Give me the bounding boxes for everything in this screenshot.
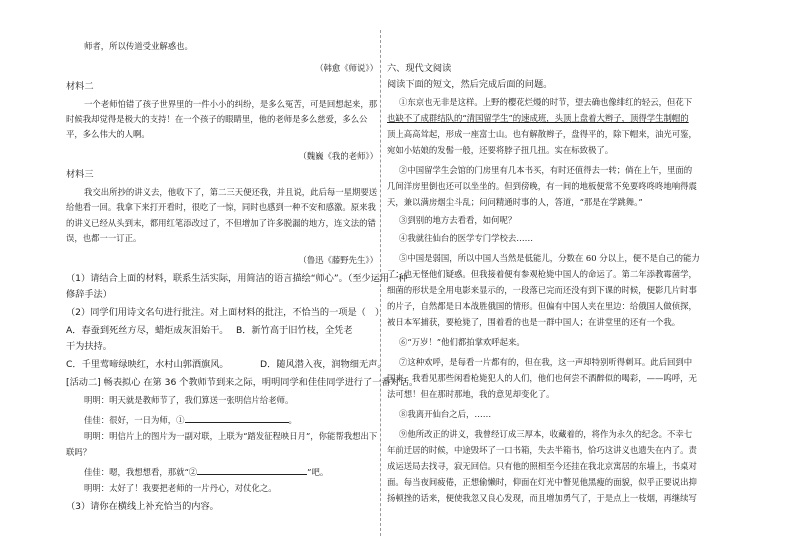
dialogue-line bbox=[84, 466, 328, 476]
dialogue-text: 。 bbox=[288, 415, 297, 425]
activity-2-heading: [活动二] 畅表拟心 在第 36 个教师节到来之际，明明同学和佳佳同学进行了一番对话。 bbox=[66, 377, 419, 388]
text-line: 的片子，自然都是日本战胜俄国的情形。但偏有中国人夹在里边：给俄国人做侦探， bbox=[387, 301, 697, 311]
text-line: 被日本军捕获，要枪毙了，围着看的也是一群中国人；在讲堂里的还有一个我。 bbox=[387, 317, 681, 327]
text-line: 师者，所以传道受业解惑也。 bbox=[84, 41, 193, 51]
text-line: 年前迁居的时候，中途毁坏了一口书箱，失去半箱书，恰巧这讲义也遗失在内了。责 bbox=[387, 445, 697, 455]
text-line: 法可想！但在那时那地，我的意见却变化了。 bbox=[387, 389, 555, 399]
text-line: ⑧我离开仙台之后，…… bbox=[399, 409, 492, 419]
left-column bbox=[66, 34, 419, 534]
dialogue-line: 明明：明天就是教师节了，我们算送一张明信片给老师。 bbox=[84, 395, 294, 405]
text-line: 宛如小姑娘的发髻一般，还要将脖子扭几扭。实在标致极了。 bbox=[387, 145, 614, 155]
option-a: A．春蚕到死丝方尽，蜡炬成灰泪始干。 bbox=[66, 325, 229, 336]
dialogue-line: 明明：明信片上的图片为一副对联，上联为“踏发征程映日月”，你能帮我想出下 bbox=[84, 431, 378, 441]
source-citation: （鲁迅《藤野先生》） bbox=[298, 255, 378, 265]
dialogue-text: 佳佳：很好，一日为师，① bbox=[84, 415, 185, 425]
text-line: 国来，我看见那些闲看枪毙犯人的人们，他们也何尝不酒醉似的喝彩，——呜呼，无 bbox=[387, 373, 697, 383]
answer-blank-2[interactable] bbox=[197, 466, 307, 475]
source-citation: （韩愈《师说》） bbox=[315, 63, 378, 73]
answer-blank-1[interactable] bbox=[185, 414, 289, 423]
question-3: （3）请你在横线上补充恰当的内容。 bbox=[66, 501, 219, 512]
text-line: ④我就往仙台的医学专门学校去…… bbox=[399, 233, 533, 243]
text-line: ⑦这种欢呼，是每看一片都有的，但在我，这一声却特别听得刺耳。此后回到中 bbox=[399, 357, 693, 367]
text-line: 的讲义已经从头到末，都用红笔添改过了，不但增加了许多脱漏的地方，连文法的错 bbox=[66, 218, 376, 228]
option-b: B．新竹高于旧竹枝，全凭老 bbox=[236, 325, 353, 336]
right-column bbox=[387, 34, 717, 534]
option-b-cont: 干为扶持。 bbox=[66, 341, 112, 352]
text-line: 天，兼以满房烟尘斗乱；问问精通时事的人，答道，“那是在学跳舞。” bbox=[387, 197, 643, 207]
text-line: 一个老师怕错了孩子世界里的一件小小的纠纷，是多么冤苦，可是回想起来，那 bbox=[84, 99, 378, 109]
text-line: 细菌的形状是全用电影来显示的，一段落已完而还没有到下课的时候，便影几片时事 bbox=[387, 285, 697, 295]
option-c: C．千里莺啼绿映红，水村山郭酒旗风。 bbox=[66, 359, 229, 370]
text-line: 几间洋房里倒也还可以坐坐的。但到傍晚，有一间的地板便常不免要咚咚咚地响得震 bbox=[387, 181, 697, 191]
text-line: 了：也无怪他们疑惑。但我接着便有参观枪毙中国人的命运了。第二年添教霉菌学， bbox=[387, 269, 697, 279]
text-line: 平，多么伟大的人啊。 bbox=[66, 129, 150, 139]
dialogue-line: 明明：太好了！我要把老师的一片丹心，对仗化之。 bbox=[84, 483, 277, 493]
text-line: 误，也都一一订正。 bbox=[66, 233, 142, 243]
dialogue-text: 佳佳：嗯，我想想看，那就“② bbox=[84, 467, 198, 477]
text-line: 给他看一回。我拿下来打开看时，很吃了一惊，同时也感到一种不安和感激。原来我 bbox=[66, 202, 376, 212]
reading-intro: 阅读下面的短文，然后完成后面的问题。 bbox=[387, 79, 553, 90]
dialogue-text: ”吧。 bbox=[307, 467, 329, 477]
material-heading: 材料二 bbox=[66, 81, 94, 92]
material-heading: 材料三 bbox=[66, 169, 94, 180]
text-line: ⑥“万岁！”他们都拍掌欢呼起来。 bbox=[399, 337, 525, 347]
section-heading: 六、现代文阅读 bbox=[387, 63, 452, 74]
question-1-cont: 修辞手法） bbox=[66, 289, 112, 300]
text-line: 成运送局去找寻，寂无回信。只有他的照相至今还挂在我北京寓居的东墙上，书桌对 bbox=[387, 461, 697, 471]
text-line: ③到别的地方去看看，如何呢？ bbox=[399, 215, 517, 225]
text-line: 我交出所抄的讲义去，他收下了，第二三天便还我，并且说，此后每一星期要送 bbox=[84, 187, 378, 197]
question-2: （2）同学们用诗文名句进行批注。对上面材料的批注，不恰当的一项是（ ） bbox=[66, 307, 385, 318]
text-line: ⑨他所改正的讲义，我曾经订成三厚本，收藏着的，将作为永久的纪念。不幸七 bbox=[399, 429, 693, 439]
source-citation: （魏巍《我的老师》） bbox=[298, 151, 378, 161]
text-line: 顶上高高耸起，形成一座富士山。也有解散辫子，盘得平的，除下帽来，油光可鉴， bbox=[387, 129, 697, 139]
underlined-text: 也缺不了成群结队的“清国留学生”的速成班，头顶上盘着大辫子，顶得学生制帽的 bbox=[387, 113, 689, 123]
text-line: ⑤中国是弱国，所以中国人当然是低能儿，分数在 60 分以上，便不是自己的能力 bbox=[399, 253, 700, 263]
dialogue-line bbox=[84, 414, 297, 424]
text-line: 面。每当夜间疲倦，正想偷懒时，仰面在灯光中瞥见他黑瘦的面貌，似乎正要说出抑 bbox=[387, 477, 697, 487]
dialogue-line: 联吗？ bbox=[66, 447, 92, 457]
text-line bbox=[387, 114, 689, 122]
question-1: （1）请结合上面的材料，联系生活实际，用简洁的语言描绘“师心”。（至少运用一种 bbox=[66, 273, 408, 284]
text-line: 时候我却觉得是极大的支持！在一个孩子的眼睛里，他的老师是多么慈爱，多么公 bbox=[66, 114, 368, 124]
text-line: 扬顿挫的话来，便使我忽又良心发现，而且增加勇气了，于是点上一枝烟，再继续写 bbox=[387, 493, 697, 503]
text-line: ②中国留学生会馆的门房里有几本书买，有时还值得去一转；倘在上午，里面的 bbox=[399, 165, 693, 175]
option-d: D．随风潜入夜，润物细无声。 bbox=[260, 359, 387, 370]
text-line: ①东京也无非是这样。上野的樱花烂熳的时节，望去确也像绯红的轻云，但花下 bbox=[399, 97, 693, 107]
